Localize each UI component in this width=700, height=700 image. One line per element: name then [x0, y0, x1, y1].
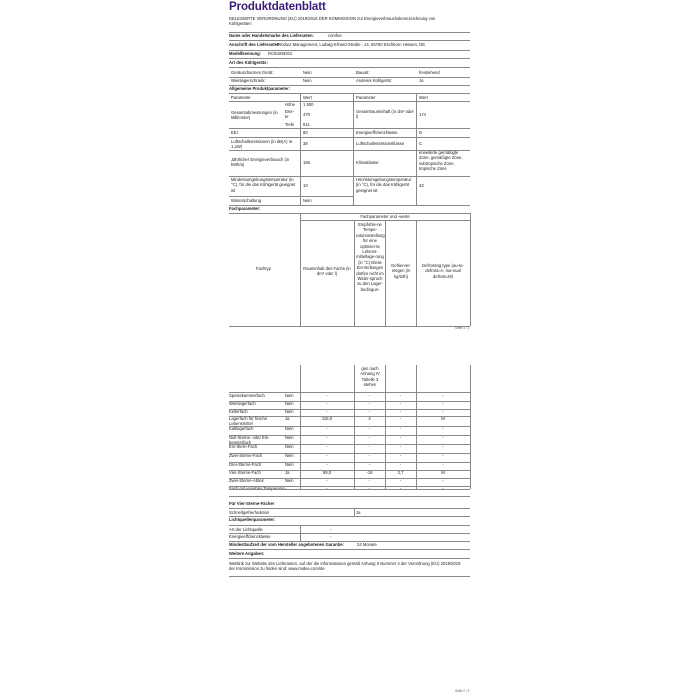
- divider: [229, 549, 470, 550]
- compartment-name: Zwei-Sterne-Fach: [229, 453, 263, 458]
- divider: [229, 489, 470, 490]
- light-class-value: -: [330, 534, 332, 539]
- eei-value: 80: [303, 130, 308, 135]
- compartment-volume: -: [326, 393, 328, 398]
- min-temp-value: 10: [303, 183, 308, 188]
- compartment-temp: -: [368, 486, 371, 491]
- divider: [229, 496, 470, 497]
- winter-label: Winterschaltung: [231, 198, 262, 203]
- divider: [300, 213, 301, 326]
- light-class-label: Energieeffizienzklasse: [229, 534, 271, 539]
- model-value: RCB169DS3: [268, 51, 292, 56]
- width-label: Brei-te: [285, 109, 294, 120]
- compartment-defrost: -: [442, 401, 444, 406]
- compartment-volume: -: [326, 435, 328, 440]
- divider: [354, 508, 355, 516]
- divider: [416, 220, 417, 326]
- warranty-label: Mindestlaufzeit der vom Hersteller angebotenen Garantie:: [229, 542, 344, 547]
- energy-label: Jährlicher Energieverbrauch (in kWh/a): [231, 157, 290, 168]
- compartment-volume: 115,0: [321, 416, 333, 421]
- compartment-temp: -: [368, 462, 371, 467]
- page-number: Seite 2 / 2: [455, 689, 470, 693]
- divider: [229, 196, 353, 197]
- compartment-name: Lagerfach für frische Lebensmittel: [229, 416, 268, 427]
- compartment-volume: -: [326, 409, 328, 414]
- col-volume: Rauminhalt des Fachs (in dm³ oder l): [303, 266, 351, 277]
- compartment-name: Weinlagerfach: [229, 401, 256, 406]
- compartment-defrost: -: [442, 426, 444, 431]
- compartment-volume: 59,0: [322, 470, 332, 475]
- divider: [229, 101, 470, 102]
- compartment-freeze: 2,7: [397, 470, 404, 475]
- light-heading: Lichtquellenparameter:: [229, 517, 276, 522]
- compartment-present: Nein: [285, 462, 294, 467]
- compartment-defrost: -: [442, 486, 444, 491]
- width-value: 470: [303, 112, 310, 117]
- model-label: Modellkennung:: [229, 51, 262, 56]
- energy-value: 156: [303, 160, 310, 165]
- depth-label: Tiefe: [285, 122, 295, 127]
- eei-label: EEI: [231, 130, 238, 135]
- height-value: 1 500: [303, 102, 314, 107]
- compartment-freeze: -: [399, 478, 402, 483]
- compartment-present: Nein: [285, 426, 294, 431]
- compartment-freeze: -: [399, 426, 402, 431]
- compartment-name: Ein-Stern-Fach: [229, 444, 258, 449]
- col-temp-continued: gen nach Anhang IV Tabelle 3 stehen: [360, 366, 380, 388]
- divider: [229, 558, 470, 559]
- volume-value: 174: [419, 112, 426, 117]
- compartment-freeze: -: [399, 453, 402, 458]
- noise-class-label: Luftschallemissionsklasse: [356, 141, 405, 146]
- compartment-temp: -: [368, 393, 371, 398]
- min-temp-label: Mindestumgebungstemperatur (in °C), für die das Kühlgerät geeignet ist: [231, 177, 296, 193]
- compartment-volume: -: [326, 453, 328, 458]
- compartment-volume: -: [326, 478, 328, 483]
- compartment-temp: -: [368, 401, 371, 406]
- max-temp-label: Höchstumgebungstemperatur (in °C), für die das Kühlgerät geeignet ist: [356, 177, 412, 193]
- compartment-volume: -: [326, 426, 328, 431]
- compartment-present: Nein: [285, 478, 294, 483]
- compartment-temp: -: [368, 435, 371, 440]
- max-temp-value: 43: [419, 183, 424, 188]
- compartment-freeze: -: [399, 486, 402, 491]
- volume-label: Gesamtrauminhalt (in dm³ oder l): [356, 109, 414, 120]
- compartment-present: Nein: [285, 401, 294, 406]
- col-type: Fachtyp: [256, 266, 271, 271]
- divider: [470, 213, 471, 326]
- further-text: Weblink zur Website des Lieferanten, auf der die Informationen gemäß Anhang II Nummer 4 der Verordnung (EU) 2019/2019 der Kommission zu finden sind: www.midea.com/de: [229, 561, 461, 572]
- compartment-defrost: -: [442, 435, 444, 440]
- compartment-defrost: -: [442, 393, 444, 398]
- compartment-volume: -: [326, 486, 328, 491]
- other-label: Anderes Kühlgerät:: [356, 78, 392, 83]
- noise-label: Luftschallemissionen (in dB(A) re 1 pW): [231, 139, 293, 150]
- compartment-defrost: M: [441, 470, 445, 475]
- divider: [229, 67, 470, 68]
- compartment-group-header: Fachparameter und -werte: [360, 214, 410, 219]
- compartment-present: Nein: [285, 453, 294, 458]
- divider: [229, 205, 470, 206]
- compartment-name: Null-Sterne- oder Eis-bereiterfach: [229, 435, 270, 446]
- compartment-present: Nein: [285, 435, 294, 440]
- divider: [229, 40, 470, 41]
- brand-label: Name oder Handelsmarke des Lieferanten:: [229, 33, 314, 38]
- compartment-temp: -18: [366, 470, 373, 475]
- other-value: Ja: [419, 78, 424, 83]
- winter-value: Nein: [303, 198, 312, 203]
- compartment-freeze: -: [399, 409, 402, 414]
- compartment-temp: -: [368, 444, 371, 449]
- compartment-temp: 4: [368, 416, 371, 421]
- eclass-label: Energieeffizienzklasse: [356, 130, 398, 135]
- light-type-value: -: [330, 527, 332, 532]
- compartment-name: Kaltlagerfach: [229, 426, 254, 431]
- climate-label: Klimaklasse:: [356, 160, 380, 165]
- compartment-volume: -: [326, 401, 328, 406]
- compartment-defrost: -: [442, 409, 444, 414]
- compartment-present: Ja: [285, 470, 290, 475]
- divider: [229, 525, 470, 526]
- compartment-present: Nein: [285, 444, 294, 449]
- height-label: Höhe: [285, 102, 296, 107]
- col-param-left: Parameter: [231, 95, 251, 100]
- divider: [354, 220, 355, 326]
- col-value-right: Wert: [419, 95, 428, 100]
- depth-value: 511: [303, 122, 310, 127]
- built-in-value: freistehend: [419, 70, 440, 75]
- further-heading: Weitere Angaben:: [229, 551, 265, 556]
- compartment-present: -: [285, 486, 287, 491]
- divider: [470, 365, 471, 489]
- regulation-text: DELEGIERTE VERORDNUNG (EU) 2019/2016 DER KOMMISSION zur Energieverbrauchskennzeichnung von Kühlgeräten: [229, 16, 436, 27]
- compartment-name: Zwei-Sterne-Abteil: [229, 478, 264, 483]
- compartment-name: Speisekammerfach: [229, 393, 265, 398]
- divider: [385, 220, 386, 326]
- compartment-volume: -: [326, 462, 328, 467]
- compartments-heading: Fachparameter:: [229, 206, 261, 211]
- compartment-temp: -: [368, 453, 371, 458]
- general-heading: Allgemeine Produktparameter:: [229, 86, 290, 91]
- col-defrost: Defrosting type (au-to-defrost=A, ma-nual defrost=M): [422, 263, 464, 279]
- compartment-freeze: -: [399, 416, 402, 421]
- noise-class-value: C: [419, 141, 423, 146]
- address-label: Anschrift des Lieferanten:: [229, 42, 281, 47]
- compartment-freeze: -: [399, 393, 402, 398]
- compartment-freeze: -: [399, 435, 402, 440]
- wine-value: Nein: [303, 78, 312, 83]
- four-star-heading: Für Vier-Sterne-Fächer: [229, 501, 275, 506]
- page-title: Produktdatenblatt: [229, 1, 326, 13]
- compartment-defrost: -: [442, 444, 444, 449]
- quick-freeze-label: Schnellgefrierfunktion: [229, 510, 270, 515]
- compartment-defrost: M: [441, 416, 445, 421]
- compartment-freeze: -: [399, 444, 402, 449]
- divider: [229, 128, 470, 129]
- divider: [229, 576, 470, 577]
- compartment-temp: -: [368, 478, 371, 483]
- low-noise-label: Geräuscharmes Gerät:: [231, 70, 274, 75]
- warranty-value: 24 Monate: [357, 542, 377, 547]
- brand-value: comfee: [328, 33, 342, 38]
- compartment-freeze: -: [399, 462, 402, 467]
- device-type-heading: Art des Kühlgeräts:: [229, 60, 268, 65]
- col-temp: Empfohle-ne Tempe-ratureinstellung für eine optimier-te Lebens-mittellage-rung (in °C) Diese Ein-stellungen dürfen nicht im Wider-spruch zu den Lager-bedingun-: [356, 222, 385, 292]
- compartment-defrost: -: [442, 462, 444, 467]
- compartment-present: Ja: [285, 416, 290, 421]
- divider: [229, 58, 470, 59]
- page-number: Seite 1 / 2: [455, 326, 470, 330]
- compartment-name: Vier-Sterne-Fach: [229, 470, 261, 475]
- compartment-name: Kellerfach: [229, 409, 248, 414]
- wine-label: Weinlagerschrank:: [231, 78, 266, 83]
- dims-label: Gesamtabmessungen (in Millimeter): [231, 110, 278, 121]
- divider: [229, 50, 470, 51]
- eclass-value: D: [419, 130, 423, 135]
- compartment-name: Drei-Sterne-Fach: [229, 462, 262, 467]
- compartment-present: Nein: [285, 393, 294, 398]
- col-value-left: Wert: [303, 95, 312, 100]
- divider: [229, 508, 470, 509]
- climate-value: erweiterte gemäßigte Zone, gemäßigte Zone, subtropische Zone, tropische Zone: [419, 150, 463, 172]
- address-value: Product Management, Ludwig-Erhard-Straße , 14, 65760 Eschborn Hessen, DE: [277, 42, 426, 47]
- divider: [229, 93, 470, 94]
- compartment-name: Fach mit variabler Temperatur: [229, 486, 285, 491]
- divider: [229, 137, 470, 138]
- compartment-present: Nein: [285, 409, 294, 414]
- col-param-right: Parameter: [356, 95, 376, 100]
- compartment-temp: -: [368, 409, 371, 414]
- compartment-volume: -: [326, 444, 328, 449]
- col-freeze: Gefrierver-mögen (in kg/24h): [390, 263, 411, 279]
- quick-freeze-value: Ja: [356, 510, 361, 515]
- compartment-freeze: -: [399, 401, 402, 406]
- built-in-label: Bauart:: [356, 70, 370, 75]
- compartment-defrost: -: [442, 453, 444, 458]
- divider: [229, 326, 470, 327]
- compartment-temp: -: [368, 426, 371, 431]
- noise-value: 38: [303, 141, 308, 146]
- low-noise-value: Nein: [303, 70, 312, 75]
- compartment-defrost: -: [442, 478, 444, 483]
- light-type-label: Art der Lichtquelle: [229, 527, 263, 532]
